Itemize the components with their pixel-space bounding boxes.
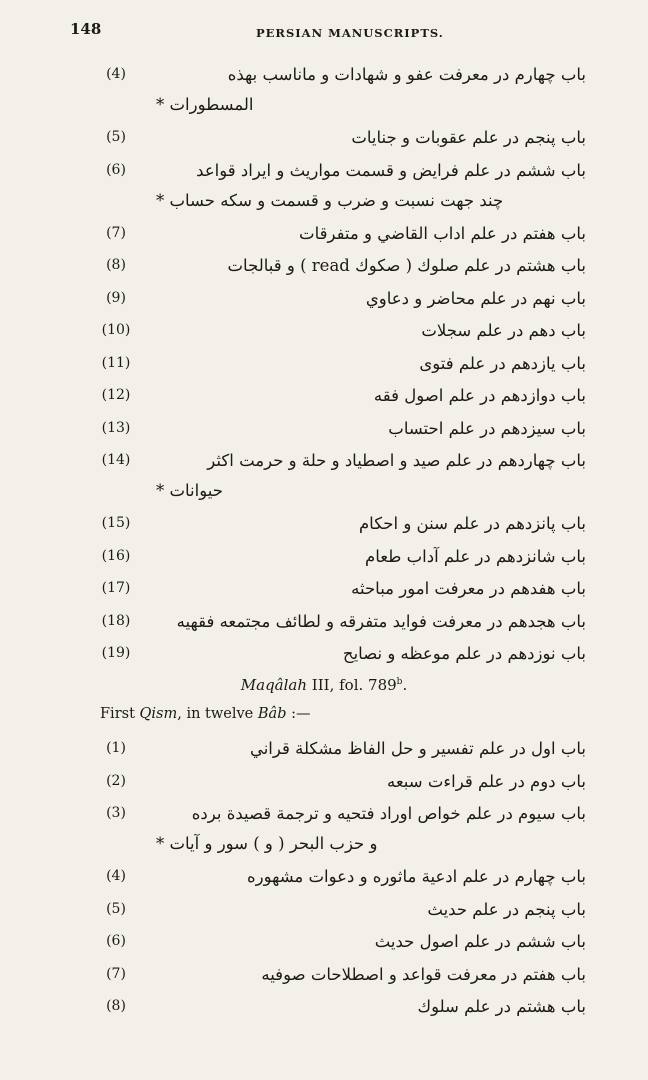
chapter-title-continued: چند جهت نسبت و ضرب و قسمت و سكه حساب *	[156, 190, 504, 210]
chapter-entry	[96, 349, 586, 379]
chapter-entry	[96, 542, 586, 572]
chapter-title: باب پانزدهم در علم سنن و احكام	[358, 514, 586, 533]
chapter-number: (9)	[106, 289, 126, 306]
chapter-entry	[96, 734, 586, 764]
chapter-entry	[96, 574, 586, 604]
subheading-end: :—	[286, 706, 311, 722]
chapter-entry	[96, 446, 586, 506]
chapter-number: (10)	[101, 322, 131, 338]
chapter-title: باب پنجم در علم عقوبات و جنايات	[351, 128, 586, 147]
chapter-title: باب دوم در علم قراءت سبعه	[387, 771, 586, 791]
chapter-title: باب يازدهم در علم فتوى	[419, 353, 586, 373]
chapter-entry	[96, 381, 586, 411]
chapter-title: باب هشتم در علم سلوك	[417, 997, 586, 1016]
chapter-number: (13)	[101, 419, 131, 436]
chapter-entry	[96, 316, 586, 346]
chapter-title-continued: المسطورات *	[156, 95, 254, 114]
chapter-entry	[96, 927, 586, 957]
chapter-number: (5)	[106, 900, 126, 917]
subheading-qism: Qism	[139, 706, 178, 722]
subheading-bab: Bâb	[257, 706, 287, 722]
chapter-title: باب هفتم در علم اداب القاضي و متفرقات	[299, 223, 586, 243]
chapter-entry	[96, 509, 586, 539]
chapter-number: (16)	[101, 547, 131, 564]
chapter-title: باب شانزدهم در علم آداب طعام	[365, 546, 586, 566]
chapter-entry	[96, 799, 586, 859]
chapter-number: (1)	[106, 740, 126, 756]
chapter-number: (7)	[106, 224, 126, 241]
chapter-title: باب سيوم در علم خواص اوراد فتحيه و ترجمة قصيدة برده	[191, 804, 586, 823]
chapter-title: باب دوازدهم در علم اصول فقه	[373, 386, 586, 405]
running-title: PERSIAN MANUSCRIPTS.	[256, 26, 444, 40]
chapter-entry	[96, 284, 586, 314]
chapter-entry	[96, 607, 586, 637]
chapter-number: (8)	[106, 257, 126, 273]
chapter-title: باب ششم در علم اصول حديث	[374, 932, 586, 951]
qism-subheading	[100, 706, 310, 722]
chapter-number: (4)	[106, 868, 126, 884]
chapter-number: (4)	[106, 66, 126, 82]
chapter-title: باب چهارم در علم ادعية ماثوره و دعوات مشهوره	[246, 867, 586, 886]
chapter-number: (3)	[106, 805, 126, 821]
chapter-entry	[96, 414, 586, 444]
page-header	[70, 20, 452, 46]
chapter-entry	[96, 219, 586, 249]
heading-end: .	[402, 676, 408, 694]
chapter-title: باب دهم در علم سجلات	[421, 321, 586, 340]
chapter-title-continued: و حزب البحر ( و ) سور و آيات *	[156, 834, 378, 853]
chapter-title: باب پنجم در علم حديث	[427, 899, 586, 919]
subheading-mid: , in twelve	[177, 706, 258, 722]
subheading-pre: First	[100, 706, 140, 722]
chapter-entry	[96, 60, 586, 120]
chapter-title: باب هشتم در علم صلوك ( صكوك read ) و قبالجات	[227, 256, 586, 275]
chapter-title: باب چهاردهم در علم صيد و اصطياد و حلة و حرمت اكثر	[207, 451, 586, 470]
chapter-entry	[96, 639, 586, 669]
chapter-title: باب هفدهم در معرفت امور مباحثه	[351, 579, 586, 598]
heading-maqalah: Maqâlah	[240, 676, 308, 694]
chapter-number: (6)	[106, 161, 126, 178]
heading-folio-sup: b	[396, 677, 403, 687]
chapter-number: (11)	[101, 354, 131, 371]
chapter-number: (14)	[101, 452, 131, 468]
chapter-title: باب هفتم در معرفت قواعد و اصطلاحات صوفيه	[261, 964, 586, 984]
chapter-number: (7)	[106, 965, 126, 982]
chapter-title: باب هجدهم در معرفت فوايد متفرقه و لطائف مجتمعه فقهيه	[176, 611, 586, 631]
chapter-title-continued: حيوانات *	[156, 481, 223, 500]
chapter-number: (18)	[101, 612, 131, 629]
chapter-number: (2)	[106, 772, 126, 789]
chapter-number: (12)	[101, 387, 131, 403]
chapter-title: باب ششم در علم فرايض و قسمت مواريث و ايراد قواعد	[196, 160, 586, 180]
heading-folio: III, fol. 789	[307, 676, 397, 694]
chapter-number: (15)	[101, 515, 131, 531]
chapter-title: باب نهم در علم محاضر و دعاوي	[365, 288, 586, 308]
chapter-number: (17)	[101, 580, 131, 596]
chapter-entry	[96, 862, 586, 892]
chapter-entry	[96, 156, 586, 216]
chapter-entry	[96, 767, 586, 797]
chapter-number: (8)	[106, 998, 126, 1014]
chapter-title: باب اول در علم تفسير و حل الفاظ مشكلة قراني	[249, 739, 586, 758]
chapter-entry	[96, 251, 586, 281]
chapter-title: باب چهارم در معرفت عفو و شهادات و ماناسب بهذه	[227, 65, 586, 84]
chapter-number: (6)	[106, 933, 126, 949]
chapter-number: (19)	[101, 645, 131, 661]
chapter-title: باب سيزدهم در علم احتساب	[388, 418, 586, 438]
chapter-entry	[96, 992, 586, 1022]
page-number: 148	[70, 20, 102, 38]
maqalah-heading	[0, 676, 648, 694]
chapter-entry	[96, 960, 586, 990]
chapter-entry	[96, 123, 586, 153]
chapter-entry	[96, 895, 586, 925]
chapter-number: (5)	[106, 129, 126, 145]
chapter-title: باب نوزدهم در علم موعظه و نصايح	[342, 644, 586, 663]
